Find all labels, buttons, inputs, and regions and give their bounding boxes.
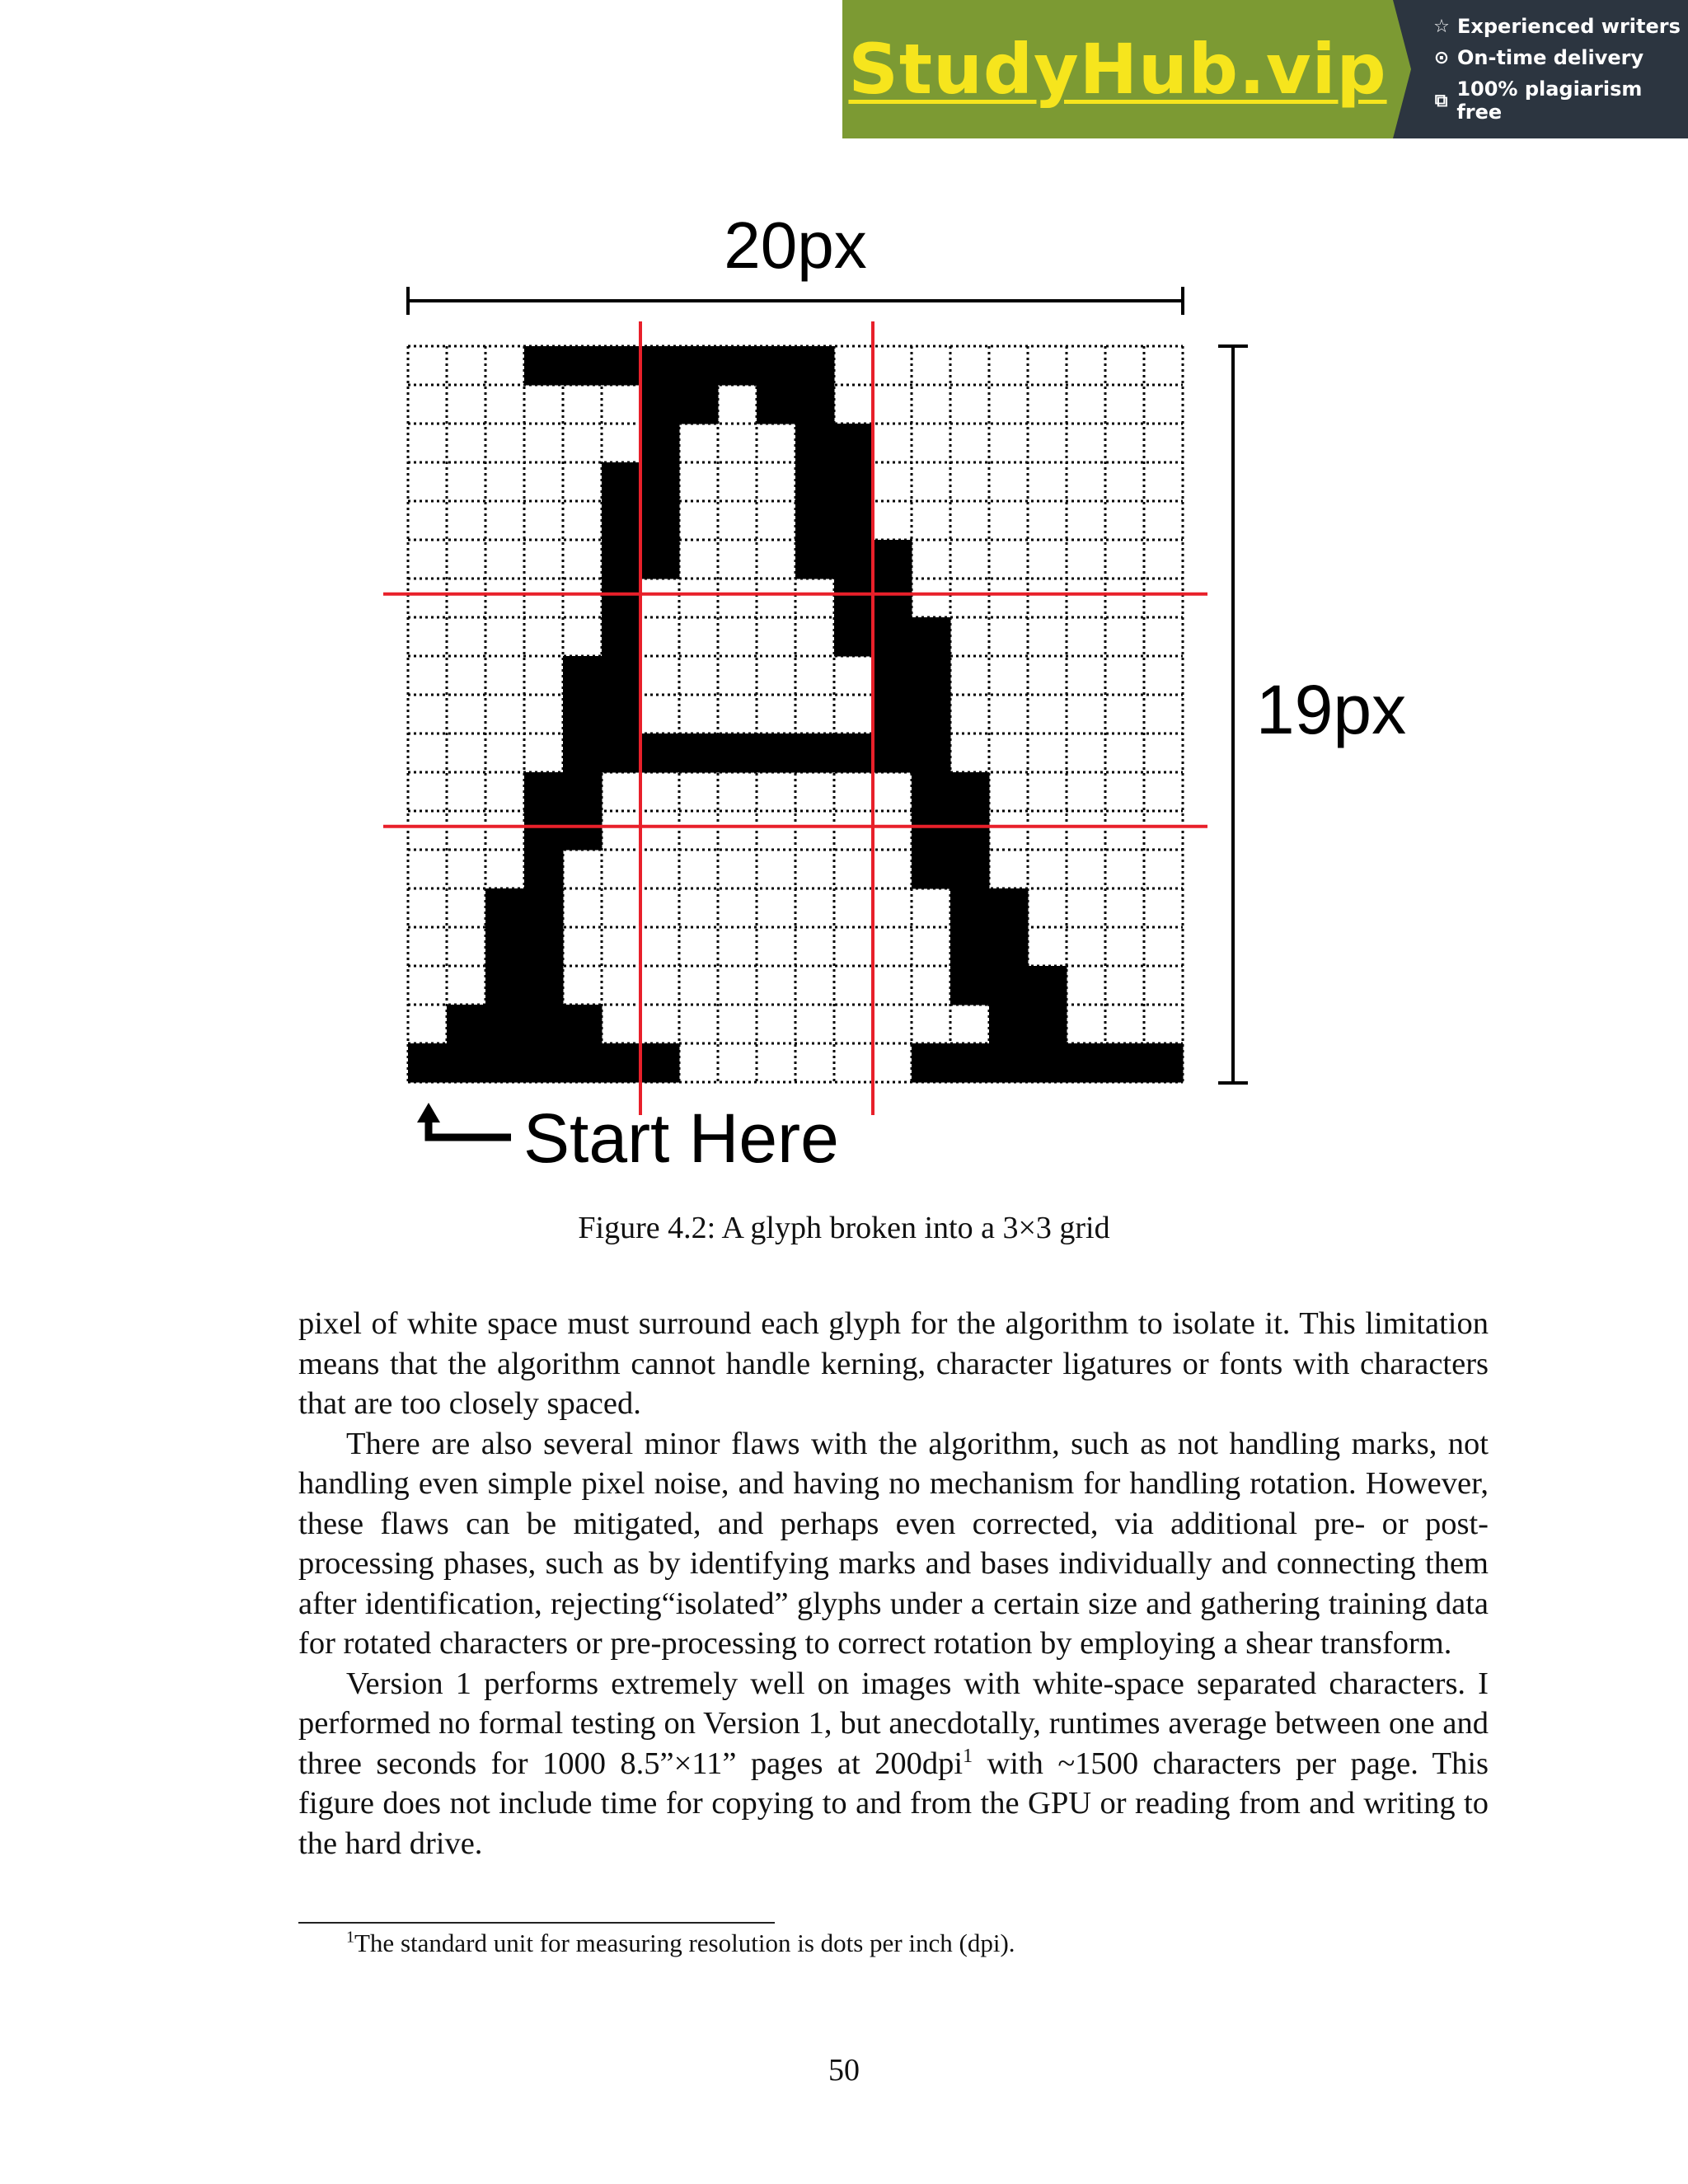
glyph-pixel: [912, 733, 951, 773]
glyph-pixel: [795, 733, 835, 773]
feature-on-time-delivery: [1431, 46, 1688, 69]
glyph-pixel: [485, 1043, 525, 1083]
glyph-pixel: [563, 346, 603, 386]
glyph-pixel: [679, 346, 719, 386]
glyph-pixel: [950, 850, 990, 889]
glyph-pixel: [718, 733, 757, 773]
paragraph: pixel of white space must surround each glyph for the algorithm to isolate it. This limitation means that the algorithm cannot handle kerning, character ligatures or fonts with characters that are too closely spaced.: [298, 1306, 1489, 1421]
glyph-pixel: [834, 540, 874, 579]
glyph-pixel: [912, 850, 951, 889]
glyph-pixel: [795, 540, 835, 579]
glyph-pixel: [950, 966, 990, 1005]
glyph-pixel: [640, 385, 680, 424]
glyph-pixel: [757, 385, 796, 424]
glyph-pixel: [912, 772, 951, 812]
glyph-pixel: [485, 888, 525, 928]
glyph-pixel: [1028, 966, 1067, 1005]
glyph-pixel: [524, 1043, 564, 1083]
glyph-pixel: [563, 695, 603, 734]
glyph-pixel: [640, 1043, 680, 1083]
glyph-pixel: [485, 927, 525, 967]
feature-plagiarism-free: [1431, 77, 1688, 124]
glyph-pixel: [950, 888, 990, 928]
glyph-pixel: [873, 695, 912, 734]
glyph-pixel: [563, 811, 603, 851]
figure-caption: Figure 4.2: A glyph broken into a 3×3 grid: [578, 1211, 1110, 1245]
glyph-pixel: [563, 772, 603, 812]
glyph-pixel: [795, 346, 835, 386]
glyph-pixel: [989, 1043, 1029, 1083]
glyph-pixel: [912, 811, 951, 851]
glyph-pixel: [834, 733, 874, 773]
studyhub-logo-area[interactable]: [842, 0, 1393, 138]
glyph-pixel: [640, 733, 680, 773]
glyph-pixel: [834, 462, 874, 502]
ad-banner[interactable]: [842, 0, 1688, 138]
paragraph-text: Version 1 performs extremely well on images with white-space separated characters. I performed no formal testing on Version 1, but anecdotally, runtimes average between one and three seconds for 1000 8.5”×11” pages at 200dpi: [298, 1666, 1489, 1781]
feature-text: Experienced writers: [1457, 15, 1681, 38]
glyph-pixel: [912, 656, 951, 696]
footnote-reference[interactable]: 1: [963, 1745, 973, 1767]
glyph-pixel: [1028, 1005, 1067, 1044]
glyph-pixel: [834, 501, 874, 541]
studyhub-logo[interactable]: StudyHub.vip: [848, 29, 1387, 110]
glyph-pixel: [602, 462, 641, 502]
glyph-pixel: [679, 385, 719, 424]
glyph-pixel: [1028, 1043, 1067, 1083]
glyph-pixel: [524, 346, 564, 386]
glyph-pixel: [912, 1043, 951, 1083]
paragraph-text: with ~1500 characters per page. This figure does not include time for copying to and from the GPU or reading from and writing to the hard drive.: [298, 1746, 1489, 1861]
glyph-pixel: [912, 695, 951, 734]
glyph-pixel: [873, 733, 912, 773]
glyph-pixel: [563, 656, 603, 696]
glyph-pixel: [989, 1005, 1029, 1044]
glyph-pixel: [950, 811, 990, 851]
glyph-pixel: [602, 540, 641, 579]
glyph-pixel: [563, 1043, 603, 1083]
glyph-pixel: [834, 617, 874, 657]
glyph-pixel: [524, 1005, 564, 1044]
glyph-pixel: [873, 617, 912, 657]
glyph-pixel: [602, 346, 641, 386]
glyph-grid-svg: [363, 198, 1434, 1187]
glyph-pixel: [679, 733, 719, 773]
glyph-pixel: [795, 462, 835, 502]
start-here-label: Start Here: [523, 1099, 839, 1177]
feature-text: On-time delivery: [1457, 46, 1644, 69]
glyph-pixel: [447, 1043, 486, 1083]
glyph-pixel: [912, 617, 951, 657]
banner-features: [1393, 0, 1688, 138]
glyph-pixel: [602, 733, 641, 773]
glyph-pixel: [524, 772, 564, 812]
footnote-text: The standard unit for measuring resolution is dots per inch (dpi).: [354, 1929, 1015, 1957]
glyph-pixel: [718, 346, 757, 386]
glyph-pixel: [602, 1043, 641, 1083]
body-text: [298, 1304, 1489, 1863]
glyph-grid-figure: [363, 198, 1434, 1187]
glyph-pixel: [524, 888, 564, 928]
glyph-pixel: [950, 1043, 990, 1083]
glyph-pixel: [795, 501, 835, 541]
glyph-pixel: [757, 346, 796, 386]
height-label: 19px: [1255, 671, 1407, 748]
feature-experienced-writers: [1431, 15, 1688, 38]
glyph-pixel: [640, 424, 680, 463]
glyph-pixel: [640, 462, 680, 502]
glyph-pixel: [795, 385, 835, 424]
glyph-pixel: [950, 927, 990, 967]
glyph-pixel: [602, 579, 641, 618]
glyph-pixel: [989, 888, 1029, 928]
glyph-pixel: [1144, 1043, 1184, 1083]
footnote-rule: [298, 1922, 775, 1924]
glyph-pixel: [602, 617, 641, 657]
glyph-pixel: [873, 579, 912, 618]
star-icon: ☆: [1433, 16, 1450, 37]
glyph-pixel: [950, 772, 990, 812]
glyph-pixel: [640, 501, 680, 541]
glyph-pixel: [989, 966, 1029, 1005]
glyph-pixel: [873, 540, 912, 579]
glyph-pixel: [563, 733, 603, 773]
glyph-pixel: [989, 927, 1029, 967]
glyph-pixel: [485, 966, 525, 1005]
width-label: 20px: [724, 209, 867, 282]
glyph-pixel: [757, 733, 796, 773]
glyph-pixel: [524, 927, 564, 967]
glyph-pixel: [873, 656, 912, 696]
footnote: [346, 1929, 1015, 1958]
glyph-pixel: [795, 424, 835, 463]
feature-text: 100% plagiarism free: [1456, 77, 1643, 124]
page-number: 50: [828, 2053, 860, 2088]
glyph-pixel: [602, 501, 641, 541]
paragraph: There are also several minor flaws with the algorithm, such as not handling marks, not handling even simple pixel noise, and having no mechanism for handling rotation. However, these flaws can be mitigated, and perhaps even corrected, via additional pre- or post-processing phases, such as by identifying marks and bases individually and connecting them after identification, rejecting“isolated” glyphs under a certain size and gathering training data for rotated characters or pre-processing to correct rotation by employing a shear transform.: [298, 1426, 1489, 1661]
glyph-pixel: [563, 1005, 603, 1044]
paragraph: [298, 1664, 1489, 1864]
glyph-pixel: [1067, 1043, 1106, 1083]
glyph-pixel: [1105, 1043, 1145, 1083]
glyph-pixel: [640, 540, 680, 579]
glyph-pixel: [447, 1005, 486, 1044]
start-arrow-icon: [429, 1113, 511, 1137]
glyph-pixel: [524, 850, 564, 889]
glyph-pixel: [602, 656, 641, 696]
glyph-pixel: [524, 966, 564, 1005]
glyph-pixel: [524, 811, 564, 851]
glyph-pixel: [640, 346, 680, 386]
footnote-mark: 1: [346, 1928, 354, 1947]
clock-icon: ⊙: [1433, 47, 1450, 68]
copy-icon: ⧉: [1434, 90, 1448, 111]
glyph-pixel: [408, 1043, 448, 1083]
glyph-pixel: [834, 424, 874, 463]
arrow-head-icon: [417, 1103, 440, 1122]
glyph-pixel: [834, 579, 874, 618]
glyph-pixel: [485, 1005, 525, 1044]
glyph-pixel: [602, 695, 641, 734]
